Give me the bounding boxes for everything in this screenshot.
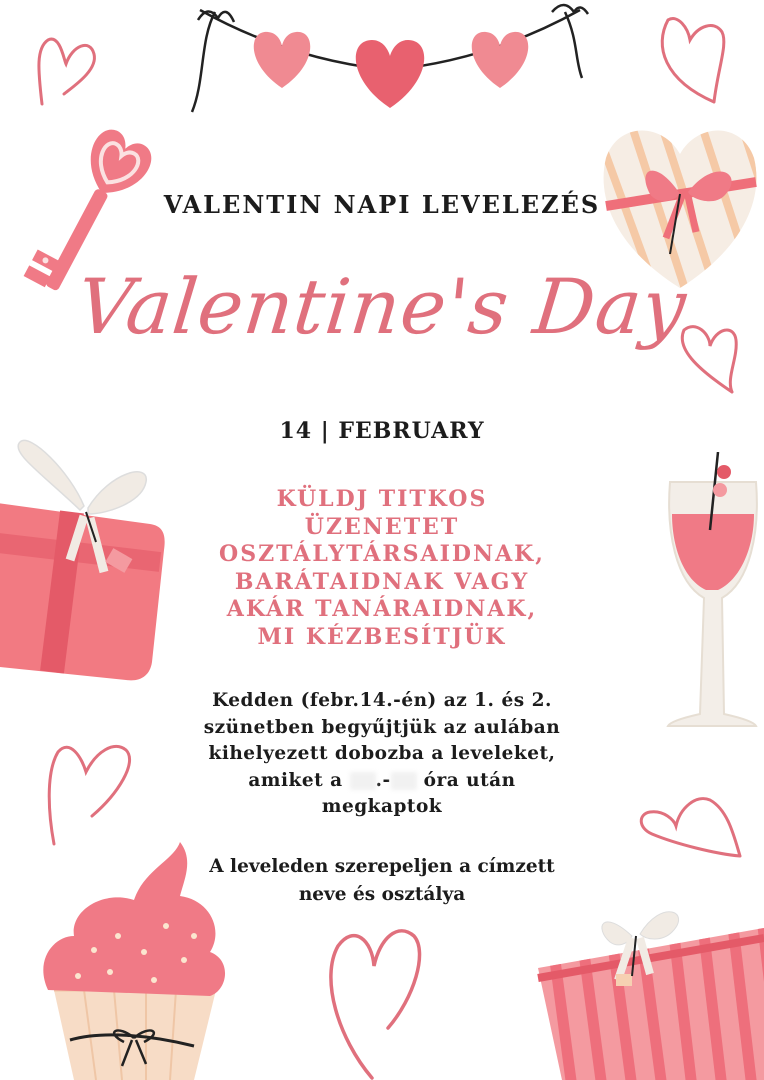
headline-line: OSZTÁLYTÁRSAIDNAK, (219, 541, 545, 568)
poster-title: Valentine's Day (73, 262, 691, 351)
note-line: neve és osztálya (298, 884, 466, 905)
body-line: kihelyezett dobozba a leveleket, (208, 743, 556, 765)
body-line-part: amiket a (248, 769, 343, 791)
poster-subtitle: VALENTIN NAPI LEVELEZÉS (163, 190, 601, 219)
body-line-part: .- (375, 769, 391, 791)
headline-line: KÜLDJ TITKOS (276, 486, 488, 512)
note-text (180, 853, 584, 909)
heart-garland-icon (180, 0, 600, 120)
body-line (150, 768, 614, 795)
outline-heart-icon (42, 732, 142, 852)
event-date: 14 | FEBRUARY (279, 418, 485, 444)
body-line: Kedden (febr.14.-én) az 1. és 2. (212, 690, 552, 711)
redacted-blur (391, 772, 417, 790)
outline-heart-icon (34, 30, 104, 110)
headline-line: BARÁTAIDNAK VAGY (234, 568, 530, 595)
body-line: megkaptok (321, 796, 443, 818)
body-text (150, 688, 614, 821)
headline-line: ÜZENETET (304, 513, 460, 540)
gift-box-bottom-right-icon (532, 898, 764, 1080)
redacted-blur (350, 772, 376, 790)
headline-line: MI KÉZBESÍTJÜK (257, 623, 507, 650)
outline-heart-icon (636, 784, 746, 864)
headline-line: AKÁR TANÁRAIDNAK, (226, 596, 538, 623)
gift-box-left-icon (0, 432, 170, 688)
champagne-glass-icon (660, 452, 764, 732)
note-line: A leveleden szerepeljen a címzett (209, 856, 555, 877)
body-line: szünetben begyűjtjük az aulában (203, 716, 561, 738)
headline (180, 486, 584, 652)
outline-heart-icon (318, 918, 428, 1080)
body-line-part: óra után (423, 769, 516, 791)
outline-heart-icon (654, 10, 734, 110)
